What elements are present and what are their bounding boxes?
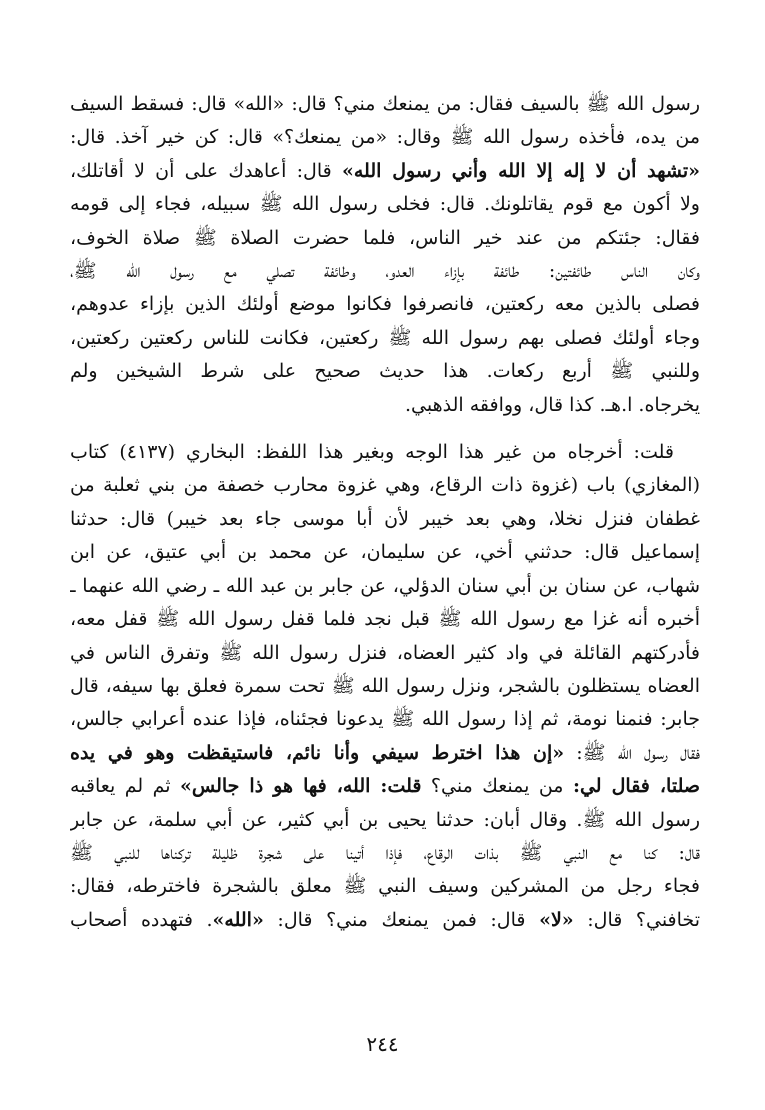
text-line: قلت: أخرجاه من غير هذا الوجه وبغير هذا اللفظ: البخاري (٤١٣٧) كتاب [70, 441, 674, 464]
text-line: فأدركتهم القائلة في واد كثير العضاه، فنزل رسول الله ﷺ وتفرق الناس في [70, 641, 700, 664]
text-line: وللنبي ﷺ أربع ركعات. هذا حديث صحيح على شرط الشيخين ولم [70, 360, 700, 383]
bold-quote: «إن هذا اخترط سيفي وأنا نائم، فاستيقظت وهو في يده [70, 741, 565, 764]
bold-quote: «الله» [212, 908, 264, 931]
text-line: وكان الناس طائفتين: طائفة بإزاء العدو، وطائفة تصلي مع رسول الله ﷺ، [70, 260, 700, 283]
paragraph-2 [70, 436, 700, 937]
text-run: . فتهدده أصحاب [70, 908, 213, 931]
text-line: إسماعيل قال: حدثني أخي، عن سليمان، عن محمد بن أبي عتيق، عن ابن [70, 541, 700, 564]
text-line: العضاه يستظلون بالشجر، ونزل رسول الله ﷺ تحت سمرة فعلق بها سيفه، قال [70, 674, 700, 697]
text-run: فقال رسول الله ﷺ: [564, 741, 700, 764]
text-line: قال: كنا مع النبي ﷺ بذات الرقاع، فإذا أتينا على شجرة ظليلة تركناها للنبي ﷺ [70, 841, 700, 864]
bold-quote: «تشهد أن لا إله إلا الله وأني رسول الله» [341, 159, 700, 182]
text-line: شهاب، عن سنان بن أبي سنان الدؤلي، عن جابر بن عبد الله ـ رضي الله عنهما ـ [70, 574, 700, 597]
text-line: رسول الله ﷺ. وقال أبان: حدثنا يحيى بن أبي كثير، عن أبي سلمة، عن جابر [70, 808, 700, 831]
text-line: (المغازي) باب (غزوة ذات الرقاع، وهي غزوة محارب خصفة من بني ثعلبة من [70, 474, 700, 497]
text-line: جابر: فنمنا نومة، ثم إذا رسول الله ﷺ يدعونا فجئناه، فإذا عنده أعرابي جالس، [70, 708, 700, 731]
text-line: أخبره أنه غزا مع رسول الله ﷺ قبل نجد فلما قفل رسول الله ﷺ قفل معه، [70, 608, 700, 631]
text-run: قال: فمن يمنعك مني؟ قال: [263, 908, 540, 931]
text-line: من يده، فأخذه رسول الله ﷺ وقال: «من يمنعك؟» قال: كن خير آخذ. قال: [70, 126, 700, 149]
text-line: فصلى بالذين معه ركعتين، فانصرفوا فكانوا موضع أولئك الذين بإزاء عدوهم، [70, 293, 700, 316]
text-line: غطفان فنزل نخلا، وهي بعد خيبر لأن أبا موسى جاء بعد خيبر) قال: حدثنا [70, 507, 700, 530]
bold-quote: صلتا، فقال لي: [572, 775, 700, 798]
text-line: فقال: جئتكم من عند خير الناس، فلما حضرت الصلاة ﷺ صلاة الخوف، [70, 226, 700, 249]
bold-quote: قلت: الله، فها هو ذا جالس» [179, 775, 422, 798]
text-line [70, 770, 700, 803]
page-number: ٢٤٤ [366, 1032, 399, 1056]
paragraph-gap [70, 422, 700, 436]
text-line: فجاء رجل من المشركين وسيف النبي ﷺ معلق بالشجرة فاخترطه، فقال: [70, 875, 700, 898]
text-run: ثم لم يعاقبه [70, 775, 180, 798]
page-body [70, 88, 700, 937]
text-line: رسول الله ﷺ بالسيف فقال: من يمنعك مني؟ قال: «الله» قال: فسقط السيف [70, 93, 700, 115]
text-line: يخرجاه. ا.هـ. كذا قال، ووافقه الذهبي. [405, 393, 700, 416]
text-line: وجاء أولئك فصلى بهم رسول الله ﷺ ركعتين، فكانت للناس ركعتين ركعتين، [70, 326, 700, 349]
paragraph-1 [70, 88, 700, 422]
bold-quote: «لا» [539, 908, 574, 931]
text-run: من يمنعك مني؟ [421, 775, 573, 798]
text-line: ولا أكون مع قوم يقاتلونك. قال: فخلى رسول الله ﷺ سبيله، فجاء إلى قومه [70, 193, 700, 216]
text-line [70, 737, 700, 770]
text-line [70, 155, 700, 188]
text-line [70, 904, 700, 937]
text-run: قال: أعاهدك على أن لا أقاتلك، [70, 159, 342, 182]
text-run: تخافني؟ قال: [573, 908, 700, 931]
